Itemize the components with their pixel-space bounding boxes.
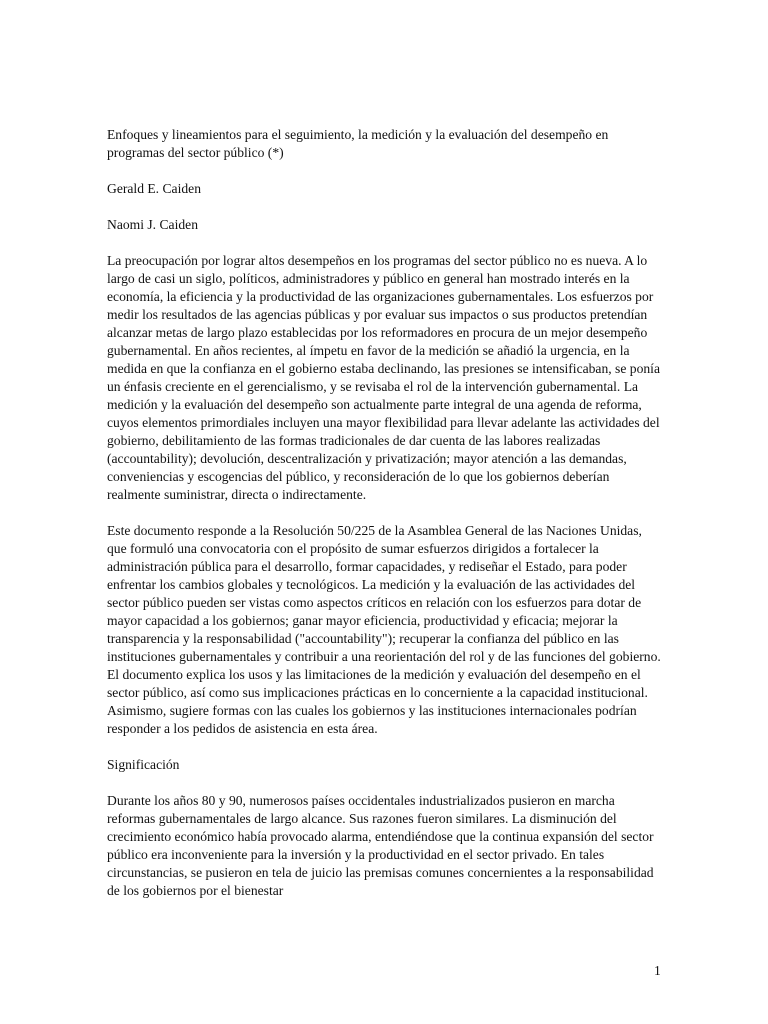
paragraph-introduction: La preocupación por lograr altos desempeños en los programas del sector público no es nueva. A lo largo de casi un siglo, políticos, administradores y público en general han mostrado interés en la economía, la eficiencia y la productividad de las organizaciones gubernamentales. Los esfuerzos por medir los resultados de las agencias públicas y por evaluar sus impactos o sus productos pretendían alcanzar metas de largo plazo establecidas por los reformadores en procura de un mejor desempeño gubernamental. En años recientes, al ímpetu en favor de la medición se añadió la urgencia, en la medida en que la confianza en el gobierno estaba declinando, las presiones se intensificaban, se ponía un énfasis creciente en el gerencialismo, y se revisaba el rol de la intervención gubernamental. La medición y la evaluación del desempeño son actualmente parte integral de una agenda de reforma, cuyos elementos primordiales incluyen una mayor flexibilidad para llevar adelante las actividades del gobierno, debilitamiento de las formas tradicionales de dar cuenta de las labores realizadas (accountability); devolución, descentralización y privatización; mayor atención a las demandas, conveniencias y escogencias del público, y reconsideración de lo que los gobiernos deberían realmente suministrar, directa o indirectamente. <box>107 253 660 502</box>
page-number: 1 <box>654 963 661 978</box>
document-page <box>107 126 663 918</box>
section-heading-significacion: Significación <box>107 757 180 772</box>
paragraph-significacion: Durante los años 80 y 90, numerosos países occidentales industrializados pusieron en marcha reformas gubernamentales de largo alcance. Sus razones fueron similares. La disminución del crecimiento económico había provocado alarma, entendiéndose que la continua expansión del sector público era inconveniente para la inversión y la productividad en el sector privado. En tales circunstancias, se pusieron en tela de juicio las premisas comunes concernientes a la responsabilidad de los gobiernos por el bienestar <box>107 793 654 898</box>
author-gerald: Gerald E. Caiden <box>107 181 201 196</box>
paragraph-resolution: Este documento responde a la Resolución 50/225 de la Asamblea General de las Naciones Unidas, que formuló una convocatoria con el propósito de sumar esfuerzos dirigidos a fortalecer la administración pública para el desarrollo, formar capacidades, y rediseñar el Estado, para poder enfrentar los cambios globales y tecnológicos. La medición y la evaluación de las actividades del sector público pueden ser vistas como aspectos críticos en relación con los esfuerzos para dotar de mayor capacidad a los gobiernos; ganar mayor eficiencia, productividad y eficacia; mejorar la transparencia y la responsabilidad ("accountability"); recuperar la confianza del público en las instituciones gubernamentales y contribuir a una reorientación del rol y de las funciones del gobierno. El documento explica los usos y las limitaciones de la medición y evaluación del desempeño en el sector público, así como sus implicaciones prácticas en lo concerniente a la capacidad institucional. Asimismo, sugiere formas con las cuales los gobiernos y las instituciones internacionales podrían responder a los pedidos de asistencia en esta área. <box>107 523 661 736</box>
author-naomi: Naomi J. Caiden <box>107 217 198 232</box>
document-title: Enfoques y lineamientos para el seguimiento, la medición y la evaluación del desempeño en programas del sector público (*) <box>107 127 609 160</box>
